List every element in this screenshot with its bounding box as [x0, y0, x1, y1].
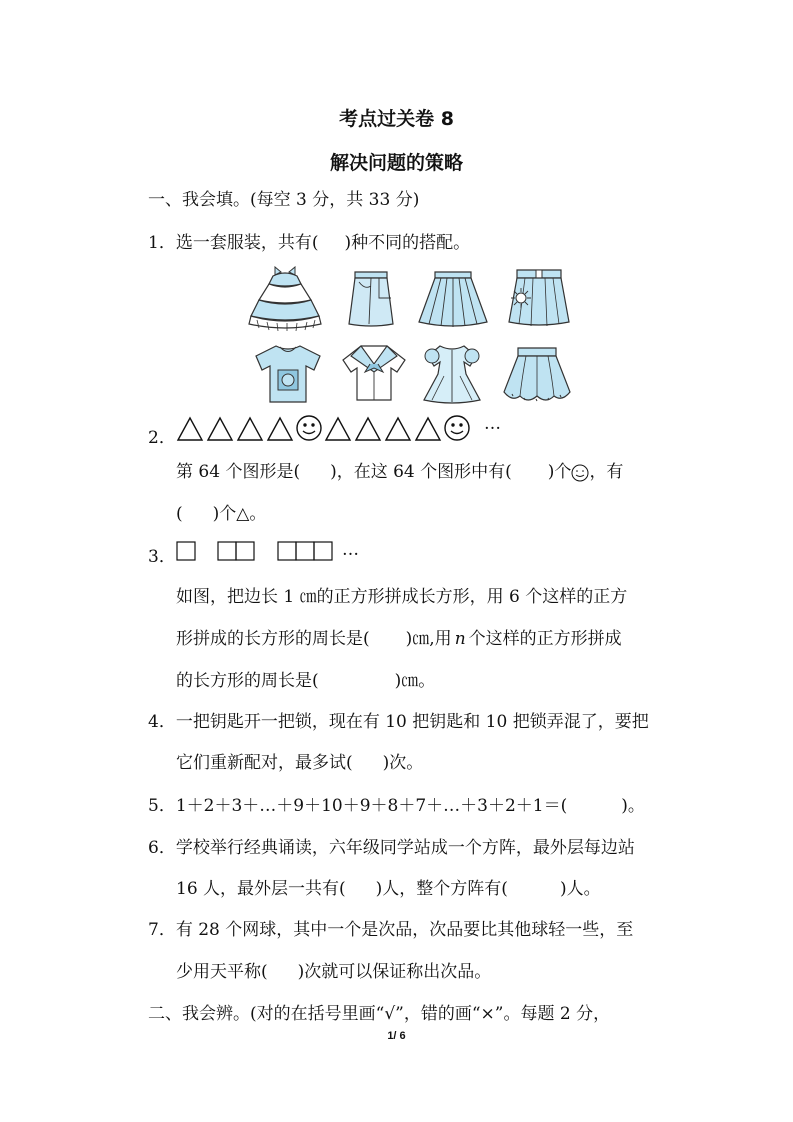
tutu-skirt-icon [245, 266, 325, 332]
triangle-icon [238, 418, 262, 440]
q3-ellipsis: … [342, 540, 359, 560]
square-icon [177, 542, 195, 560]
q4-line2: 它们重新配对，最多试( )次。 [176, 753, 424, 773]
page-number: 1/ 6 [387, 1030, 406, 1042]
section1-heading: 一、我会填。(每空 3 分，共 33 分) [148, 190, 420, 210]
sun-skirt-icon [503, 266, 575, 330]
flare-skirt-icon [500, 344, 574, 406]
q4-line1: 4．一把钥匙开一把锁，现在有 10 把钥匙和 10 把锁弄混了，要把 [148, 712, 649, 732]
q2-ellipsis: … [484, 414, 501, 434]
q7-line1: 7．有 28 个网球，其中一个是次品，次品要比其他球轻一些，至 [148, 920, 634, 940]
triangle-icon [416, 418, 440, 440]
q1-text-b: )种不同的搭配。 [344, 233, 471, 253]
tshirt-icon [252, 342, 324, 406]
q2-number: 2． [148, 428, 176, 448]
q7-line2: 少用天平称( )次就可以保证称出次品。 [176, 962, 492, 982]
q6-line2: 16 人，最外层一共有( )人，整个方阵有( )人。 [176, 879, 601, 899]
q3-number: 3． [148, 547, 176, 567]
triangle-icon [386, 418, 410, 440]
denim-skirt-icon [345, 268, 397, 330]
q6-line1: 6．学校举行经典诵读，六年级同学站成一个方阵，最外层每边站 [148, 838, 635, 858]
q3-line3: 的长方形的周长是( )㎝。 [176, 671, 436, 691]
page-subtitle: 解决问题的策略 [329, 152, 463, 174]
q5-line: 5．1＋2＋3＋…＋9＋10＋9＋8＋7＋…＋3＋2＋1＝( )。 [148, 796, 645, 816]
page-title: 考点过关卷 8 [339, 108, 454, 130]
smiley-icon [571, 464, 589, 482]
q2-line2: ( )个△。 [176, 504, 267, 524]
pleated-skirt-icon [417, 268, 489, 330]
q3-line1: 如图，把边长 1 ㎝的正方形拼成长方形，用 6 个这样的正方 [176, 587, 628, 607]
triangle-icon [178, 418, 202, 440]
smiley-icon [445, 416, 469, 440]
triangle-icon [356, 418, 380, 440]
q2-line1: 第 64 个图形是( )，在这 64 个图形中有( )个 ，有 [176, 462, 624, 482]
triangle-icon [208, 418, 232, 440]
smiley-icon [297, 416, 321, 440]
triangle-icon [326, 418, 350, 440]
q3-line2: 形拼成的长方形的周长是( )㎝,用 n 个这样的正方形拼成 [176, 629, 622, 649]
q1-text-a: 1．选一套服装，共有( [148, 233, 319, 253]
sailor-shirt-icon [339, 342, 409, 404]
square-sequence [176, 540, 346, 564]
shape-sequence [176, 414, 516, 444]
question-1 [148, 231, 470, 255]
dress-icon [414, 342, 490, 406]
section2-heading: 二、我会辨。(对的在括号里画“√”，错的画“×”。每题 2 分， [148, 1004, 611, 1024]
triangle-icon [268, 418, 292, 440]
